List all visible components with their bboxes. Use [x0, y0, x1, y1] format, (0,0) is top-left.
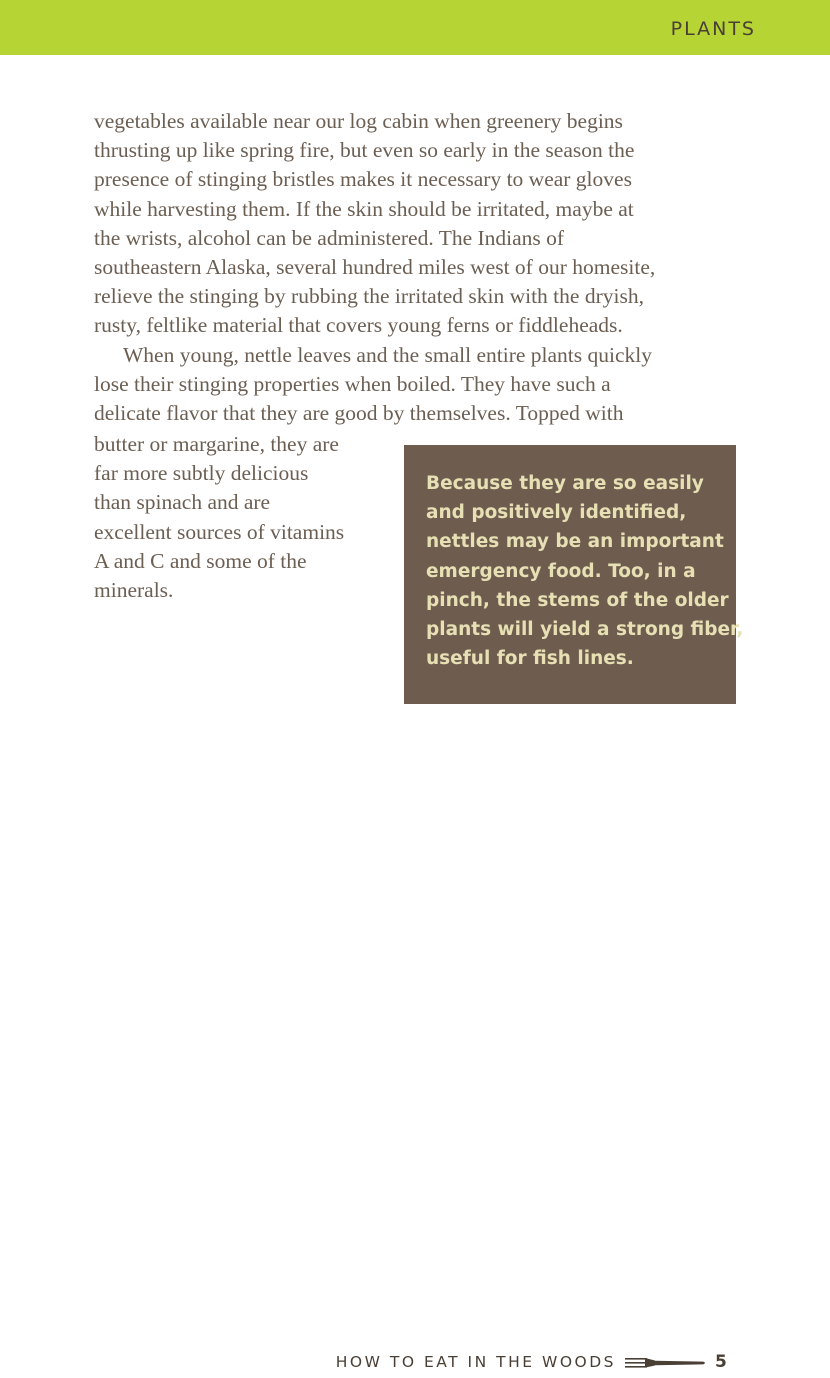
- text-line: the wrists, alcohol can be administered. The Indians of: [94, 225, 565, 250]
- text-line: than spinach and are: [94, 490, 271, 515]
- text-line: relieve the stinging by rubbing the irritated skin with the dryish,: [94, 284, 644, 309]
- text-line: vegetables available near our log cabin when greenery begins: [94, 109, 623, 133]
- footer-book-title: HOW TO EAT IN THE WOODS: [335, 1353, 616, 1371]
- text-line: thrusting up like spring fire, but even so early in the season the: [94, 138, 635, 163]
- text-line: southeastern Alaska, several hundred miles west of our homesite,: [94, 255, 656, 280]
- callout-line: Because they are so easily: [426, 473, 704, 494]
- callout-line: pinch, the stems of the older: [426, 589, 729, 611]
- callout-line: and positively identified,: [426, 502, 687, 524]
- paragraph-2-continued: [94, 430, 394, 605]
- text-line: excellent sources of vitamins: [94, 519, 345, 544]
- text-line: delicate flavor that they are good by themselves. Topped with: [94, 401, 624, 426]
- callout-line: nettles may be an important: [426, 531, 724, 553]
- callout-box: [404, 445, 744, 704]
- text-line: A and C and some of the: [94, 548, 307, 573]
- body-text: [94, 107, 754, 428]
- text-line: When young, nettle leaves and the small entire plants quickly: [123, 342, 652, 367]
- text-line: while harvesting them. If the skin should be irritated, maybe at: [94, 196, 634, 221]
- paragraph-2: [94, 341, 754, 429]
- fork-icon: [625, 1356, 707, 1370]
- callout-text: [426, 469, 744, 673]
- paragraph-1: [94, 107, 754, 341]
- text-line: presence of stinging bristles makes it necessary to wear gloves: [94, 167, 632, 192]
- text-line: lose their stinging properties when boiled. They have such a: [94, 371, 611, 396]
- page-number: 5: [715, 1352, 727, 1372]
- text-line: minerals.: [94, 578, 174, 603]
- callout-line: useful for fish lines.: [426, 648, 634, 670]
- callout-line: plants will yield a strong fiber,: [426, 619, 744, 641]
- text-line: butter or margarine, they are: [94, 432, 339, 456]
- section-title: PLANTS: [670, 18, 756, 40]
- text-line: rusty, feltlike material that covers young ferns or fiddleheads.: [94, 313, 623, 338]
- text-line: far more subtly delicious: [94, 461, 309, 486]
- callout-line: emergency food. Too, in a: [426, 560, 696, 582]
